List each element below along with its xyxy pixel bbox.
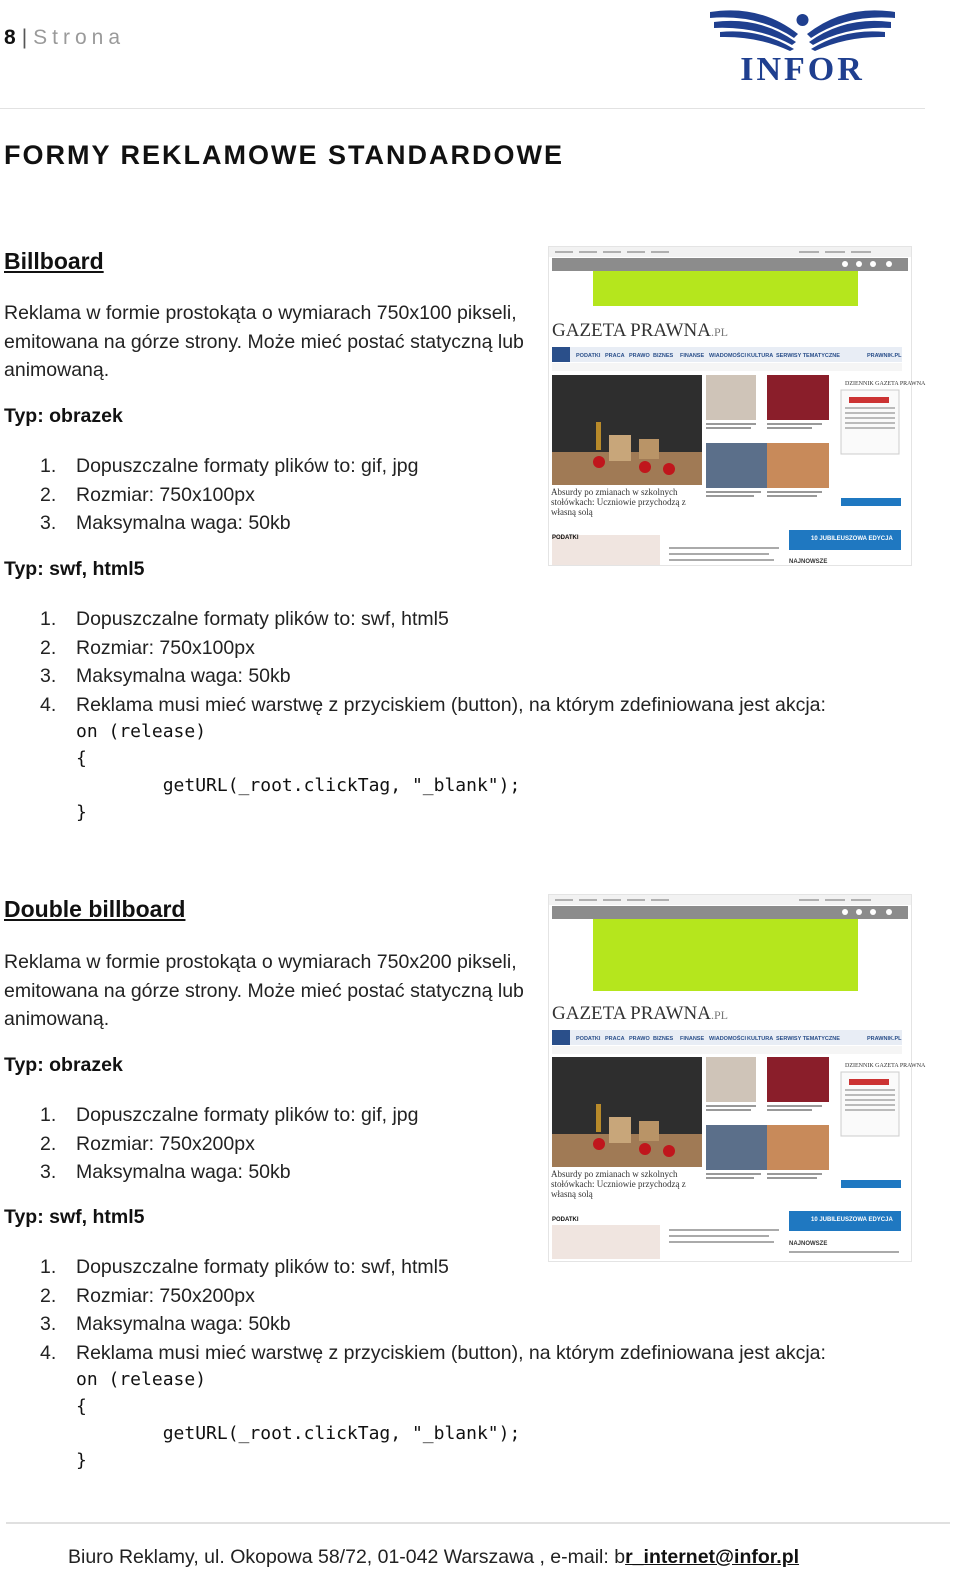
svg-text:WIADOMOŚCI: WIADOMOŚCI xyxy=(709,1036,746,1042)
svg-text:FINANSE: FINANSE xyxy=(680,353,705,359)
page-title: FORMY REKLAMOWE STANDARDOWE xyxy=(4,140,564,170)
section-description: Reklama w formie prostokąta o wymiarach 750x200 pikseli, emitowana na górze strony. Może mieć postać statyczną lub animowaną. xyxy=(4,951,524,1030)
footer-email-prefix: b xyxy=(614,1546,626,1568)
preview-headline: Absurdy po zmianach w szkolnych stołówkach: Uczniowie przychodzą z własną solą xyxy=(551,1169,686,1199)
section-heading-double-billboard: Double billboard xyxy=(4,896,186,922)
svg-text:PRACA: PRACA xyxy=(605,353,625,359)
list-item: 1. Dopuszczalne formaty plików to: swf, html5 xyxy=(40,608,449,630)
infor-logo xyxy=(700,2,905,88)
list-item: 3. Maksymalna waga: 50kb xyxy=(40,665,291,687)
list-item: 2. Rozmiar: 750x200px xyxy=(40,1284,255,1307)
preview-brand: GAZETA PRAWNA xyxy=(552,1003,711,1024)
svg-text:KULTURA: KULTURA xyxy=(747,1036,774,1042)
list-item: 2. Rozmiar: 750x100px xyxy=(40,483,255,506)
preview-latest: NAJNOWSZE xyxy=(789,559,828,565)
svg-text:BIZNES: BIZNES xyxy=(653,353,674,359)
footer-email-link[interactable]: r_internet@infor.pl xyxy=(625,1546,800,1568)
section-description: Reklama w formie prostokąta o wymiarach 750x100 pikseli, emitowana na górze strony. Może mieć postać statyczną lub animowaną. xyxy=(4,302,524,381)
svg-text:SERWISY TEMATYCZNE: SERWISY TEMATYCZNE xyxy=(776,353,840,359)
preview-headline: Absurdy po zmianach w szkolnych stołówkach: Uczniowie przychodzą z własną solą xyxy=(551,487,686,517)
list-item: 3. Maksymalna waga: 50kb xyxy=(40,1161,291,1183)
preview-brand-suffix: .PL xyxy=(711,1008,729,1022)
page-word: Strona xyxy=(33,26,126,49)
svg-text:BIZNES: BIZNES xyxy=(653,1036,674,1042)
preview-side-title: DZIENNIK GAZETA PRAWNA xyxy=(845,381,926,387)
preview-latest: NAJNOWSZE xyxy=(789,1241,828,1247)
svg-text:WIADOMOŚCI: WIADOMOŚCI xyxy=(709,353,746,359)
preview-section-label: PODATKI xyxy=(552,1217,579,1223)
image-spec-list xyxy=(4,452,419,538)
image-spec-list xyxy=(4,1101,419,1187)
svg-text:FINANSE: FINANSE xyxy=(680,1036,705,1042)
svg-text:SERWISY TEMATYCZNE: SERWISY TEMATYCZNE xyxy=(776,1036,840,1042)
preview-brand-suffix: .PL xyxy=(711,325,729,339)
list-item: 2. Rozmiar: 750x200px xyxy=(40,1132,255,1155)
double-billboard-preview-screenshot xyxy=(548,894,926,1262)
list-item: 3. Maksymalna waga: 50kb xyxy=(40,512,291,534)
code-block: on (release) { getURL(_root.clickTag, "_blank"); } xyxy=(76,721,521,823)
page-number: 8 xyxy=(4,26,16,49)
list-item: 3. Maksymalna waga: 50kb xyxy=(40,1313,291,1335)
preview-side-title: DZIENNIK GAZETA PRAWNA xyxy=(845,1063,926,1069)
logo-text: INFOR xyxy=(740,51,865,88)
svg-text:PRAWNIK.PL: PRAWNIK.PL xyxy=(867,353,902,359)
footer-address: Biuro Reklamy, ul. Okopowa 58/72, 01-042 Warszawa , e-mail: xyxy=(68,1546,615,1568)
svg-text:PRAWO: PRAWO xyxy=(629,353,650,359)
svg-text:PRACA: PRACA xyxy=(605,1036,625,1042)
svg-text:PRAWO: PRAWO xyxy=(629,1036,650,1042)
billboard-preview-screenshot xyxy=(548,246,926,566)
footer-divider xyxy=(6,1522,950,1524)
header-divider xyxy=(0,108,925,109)
list-item: 1. Dopuszczalne formaty plików to: gif, jpg xyxy=(40,455,419,477)
code-block: on (release) { getURL(_root.clickTag, "_blank"); } xyxy=(76,1369,521,1471)
svg-text:PRAWNIK.PL: PRAWNIK.PL xyxy=(867,1036,902,1042)
swf-spec-list xyxy=(4,1253,826,1367)
preview-brand: GAZETA PRAWNA xyxy=(552,320,711,341)
svg-text:KULTURA: KULTURA xyxy=(747,353,774,359)
list-item: 4. Reklama musi mieć warstwę z przyciskiem (button), na którym zdefiniowana jest akcja: xyxy=(40,1341,826,1364)
type-swf-label: Typ: swf, html5 xyxy=(4,1206,145,1228)
section-heading-billboard: Billboard xyxy=(4,248,104,274)
swf-spec-list xyxy=(4,605,826,719)
footer xyxy=(68,1546,799,1569)
page-header-number xyxy=(4,26,125,50)
svg-text:PODATKI: PODATKI xyxy=(576,353,601,359)
list-item: 1. Dopuszczalne formaty plików to: swf, html5 xyxy=(40,1256,449,1278)
list-item: 1. Dopuszczalne formaty plików to: gif, jpg xyxy=(40,1104,419,1126)
preview-promo: 10 JUBILEUSZOWA EDYCJA xyxy=(811,1217,893,1223)
type-image-label: Typ: obrazek xyxy=(4,405,123,427)
type-image-label: Typ: obrazek xyxy=(4,1054,123,1076)
page-separator: | xyxy=(21,26,28,49)
preview-promo: 10 JUBILEUSZOWA EDYCJA xyxy=(811,536,893,542)
list-item: 4. Reklama musi mieć warstwę z przyciskiem (button), na którym zdefiniowana jest akcja: xyxy=(40,693,826,716)
preview-section-label: PODATKI xyxy=(552,535,579,541)
svg-text:PODATKI: PODATKI xyxy=(576,1036,601,1042)
list-item: 2. Rozmiar: 750x100px xyxy=(40,636,255,659)
type-swf-label: Typ: swf, html5 xyxy=(4,558,145,580)
